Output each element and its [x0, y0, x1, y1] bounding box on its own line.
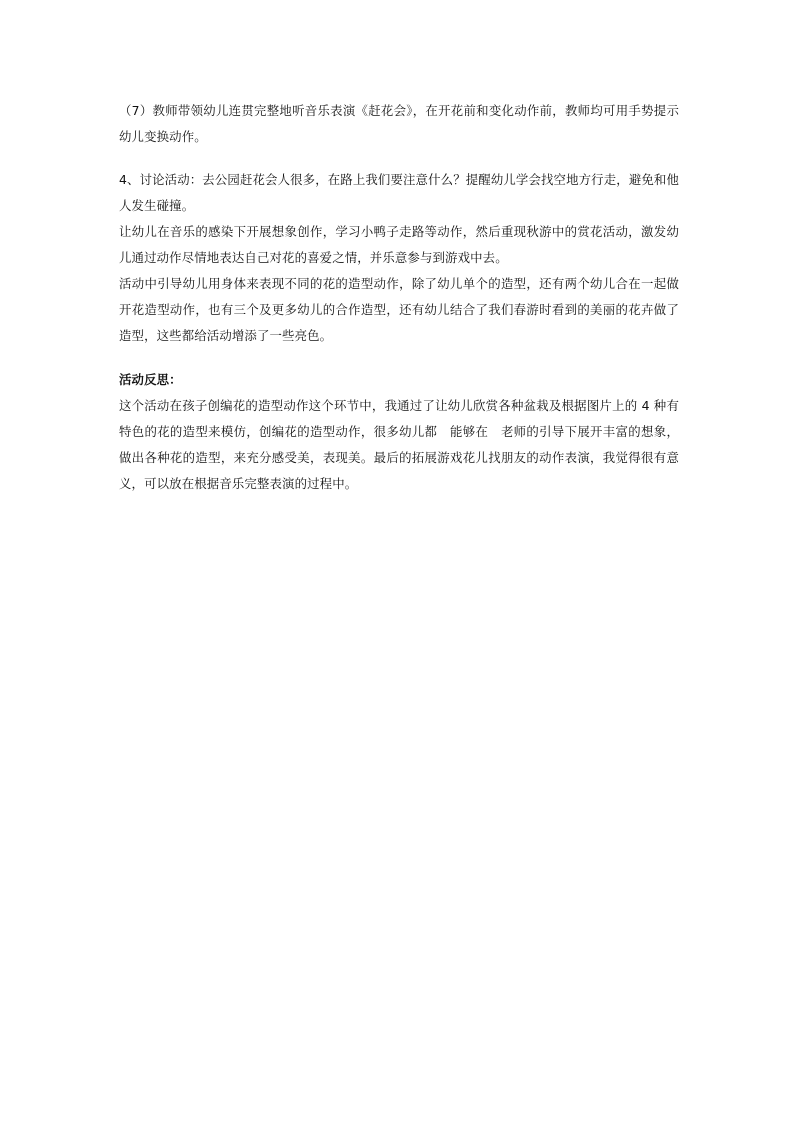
guidance-paragraph: 活动中引导幼儿用身体来表现不同的花的造型动作，除了幼儿单个的造型，还有两个幼儿合在一起做开花造型动作，也有三个及更多幼儿的合作造型，还有幼儿结合了我们春游时看到的美丽的花卉做了造型，这些都给活动增添了一些亮色。	[119, 276, 679, 343]
document-body	[119, 98, 679, 497]
reflection-heading: 活动反思：	[119, 372, 182, 387]
reflection-paragraph: 这个活动在孩子创编花的造型动作这个环节中，我通过了让幼儿欣赏各种盆栽及根据图片上的 4 种有特色的花的造型来模仿，创编花的造型动作，很多幼儿都 能够在 老师的引导下展开丰富的想象，做出各种花的造型，来充分感受美，表现美。最后的拓展游戏花儿找朋友的动作表演，我觉得很有意义，可以放在根据音乐完整表演的过程中。	[119, 398, 679, 491]
music-creation-paragraph: 让幼儿在音乐的感染下开展想象创作，学习小鸭子走路等动作，然后重现秋游中的赏花活动，激发幼儿通过动作尽情地表达自己对花的喜爱之情，并乐意参与到游戏中去。	[119, 224, 679, 265]
step-7-paragraph: （7）教师带领幼儿连贯完整地听音乐表演《赶花会》，在开花前和变化动作前，教师均可用手势提示幼儿变换动作。	[119, 103, 679, 144]
discussion-paragraph: 4、讨论活动：去公园赶花会人很多，在路上我们要注意什么？提醒幼儿学会找空地方行走，避免和他人发生碰撞。	[119, 172, 679, 213]
